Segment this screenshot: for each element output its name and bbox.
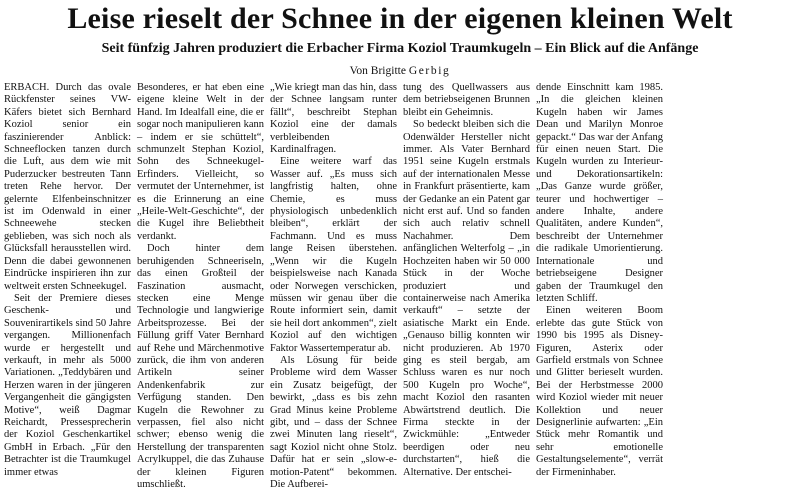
article-column-2 <box>137 82 264 490</box>
paragraph: Einen weiteren Boom erlebte das gute Stück von 1990 bis 1995 als Disney-Figuren, Asterix oder Garfield erstmals von Schnee und Glitter berieselt wurden. Bei der Herbstmesse 2000 wird Koziol wieder mit neuer Kollektion und neuer Designerlinie aufwarten: „Ein Stück mehr Romantik und sehr emotionelle Gestaltungselemente“, verrät der Firmeninhaber. <box>536 305 663 478</box>
article-column-5 <box>536 82 663 478</box>
paragraph: So bedeckt bleiben sich die Odenwälder Hersteller nicht immer. Als Vater Bernhard 1951 seine Kugeln erstmals auf der internationalen Messe in Frankfurt präsentierte, kam der Gedanke an ein Patent gar nicht erst auf. Und so fanden sich auch relativ schnell Nachahmer. Dem anfänglichen Welterfolg – „in Hochzeiten haben wir 50 000 Stück in der Woche produziert und containerweise nach Amerika verkauft“ – setzte der asiatische Markt ein Ende. „Genauso billig konnten wir nicht produzieren. Ab 1970 ging es steil bergab, am Schluss waren es nur noch 500 Kugeln pro Woche“, macht Koziol den rasanten Abwärtstrend deutlich. Die Firma steckte in der Zwickmühle: „Entweder beerdigen oder neu durchstarten“, hieß die Alternative. Der entschei- <box>403 119 530 478</box>
paragraph: Besonderes, er hat eben eine eigene kleine Welt in der Hand. Im Idealfall eine, die er sogar noch manipulieren kann – indem er sie schüttelt“, schmunzelt Stephan Koziol, Sohn des Schneekugel-Erfinders. Vielleicht, so vermutet der Unternehmer, ist es die Erinnerung an eine „Heile-Welt-Geschichte“, der die Kugel ihre Beliebtheit verdankt. <box>137 82 264 242</box>
paragraph: dende Einschnitt kam 1985. „In die gleichen kleinen Kugeln haben wir James Dean und Marilyn Monroe gepackt.“ Das war der Anfang für einen neuen Start. Die Kugeln wurden zu Interieur- und Dekorationsartikeln: „Das Ganze wurde größer, teurer und hochwertiger – andere Inhalte, andere Qualitäten, andere Kunden“, beschreibt der Unternehmer die radikale Umorientierung. Internationale und betriebseigene Designer gaben der Traumkugel den letzten Schliff. <box>536 82 663 304</box>
article-body <box>4 82 796 490</box>
byline-prefix: Von Brigitte <box>349 65 406 77</box>
paragraph: tung des Quellwassers aus dem betriebseigenen Brunnen bleibt ein Geheimnis. <box>403 82 530 118</box>
headline: Leise rieselt der Schnee in der eigenen kleinen Welt <box>67 2 733 35</box>
byline-author: Gerbig <box>408 65 451 77</box>
paragraph: Seit der Premiere dieses Geschenk- und Souvenirartikels sind 50 Jahre vergangen. Millionenfach wurde er hergestellt und verkauft, in mehr als 5000 Variationen. „Teddybären und Herzen waren in der jüngeren Vergangenheit die gängigsten Motive“, weiß Dagmar Reichardt, Pressesprecherin der Koziol Geschenkartikel GmbH in Erbach. „Für den Betrachter ist die Traumkugel immer etwas <box>4 292 131 478</box>
byline <box>0 64 800 78</box>
article-column-4 <box>403 82 530 478</box>
paragraph: ERBACH. Durch das ovale Rückfenster seines VW-Käfers bietet sich Bernhard Koziol senior ein faszinierender Anblick: Schneeflocken tanzen durch die Luft, aus dem wie mit Puderzucker bestreuten Tann treten Rehe hervor. Der gelernte Elfenbeinschnitzer ist im Odenwald in einer Schneewehe stecken geblieben, was sich noch als Glücksfall herausstellen wird. Denn die dabei gewonnenen Eindrücke inspirieren ihn zur weltweit ersten Schneekugel. <box>4 82 131 292</box>
paragraph: Eine weitere warf das Wasser auf. „Es muss sich langfristig halten, ohne Chemie, es muss physiologisch unbedenklich bleiben“, erklärt der Fachmann. Und es muss lange Reisen überstehen. „Wenn wir die Kugeln beispielsweise nach Kanada oder Norwegen verschicken, müssen wir genau über die Route informiert sein, damit sie heil dort ankommen“, zielt Koziol auf den wichtigen Faktor Wassertemperatur ab. <box>270 156 397 354</box>
article-column-3 <box>270 82 397 490</box>
article-column-1 <box>4 82 131 478</box>
paragraph: Doch hinter dem beruhigenden Schneeriseln, das einen Großteil der Faszination ausmacht, stecken eine Menge Technologie und langwierige Arbeitsprozesse. Bei der Füllung griff Vater Bernhard auf Rehe und Märchenmotive zurück, die ihm von anderen Artikeln seiner Andenkenfabrik zur Verfügung standen. Den Kugeln die Rewohner zu verpassen, fiel also nicht schwer; ebenso wenig die Herstellung der transparenten Acrylkuppel, die das Zuhause der kleinen Figuren umschließt. <box>137 243 264 490</box>
paragraph: „Wie kriegt man das hin, dass der Schnee langsam runter fällt“, beschreibt Stephan Koziol eine der damals verbleibenden Kardinalfragen. <box>270 82 397 156</box>
paragraph: Als Lösung für beide Probleme wird dem Wasser ein Zusatz beigefügt, der bewirkt, „dass es bis zehn Grad Minus keine Probleme gibt, und – dass der Schnee zwei Minuten lang rieselt“, sagt Koziol nicht ohne Stolz. Dafür hat er sein „slow-e-motion-Patent“ bekommen. Die Aufberei- <box>270 354 397 490</box>
subheadline: Seit fünfzig Jahren produziert die Erbacher Firma Koziol Traumkugeln – Ein Blick auf die Anfänge <box>101 41 699 56</box>
